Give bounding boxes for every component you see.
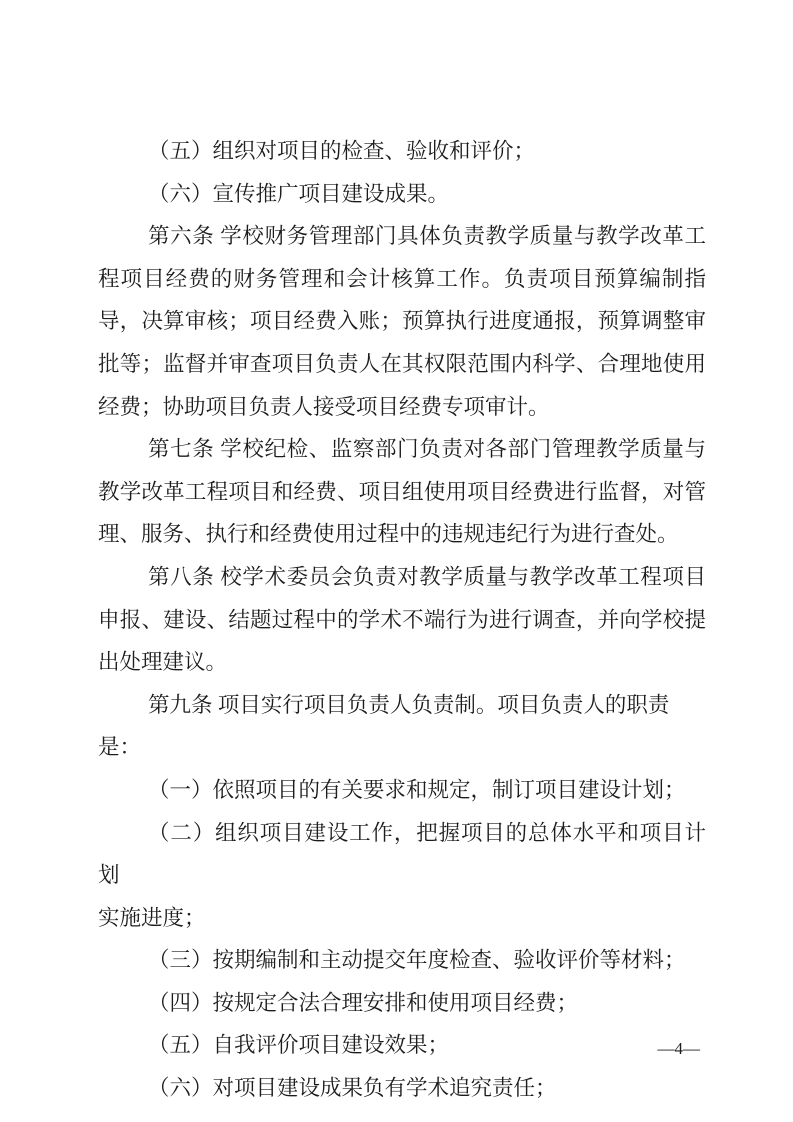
paragraph-item-5 [98,1024,706,1067]
paragraph-article-8 [98,556,706,684]
paragraph-item-4 [98,982,706,1025]
text-line: （五）组织对项目的检查、验收和评价； [148,139,536,163]
text-line: （五）自我评价项目建设效果； [148,1033,450,1058]
paragraph-item-6 [98,1067,706,1110]
text-line: 教学改革工程项目和经费、项目组使用项目经费进行监督，对管 [98,479,706,504]
text-line: （六）宣传推广项目建设成果。 [148,181,450,206]
paragraph-item-6-top [98,173,706,216]
paragraph-item-3 [98,939,706,982]
text-line: 申报、建设、结题过程中的学术不端行为进行调查，并向学校提 [98,607,706,632]
text-line: 程项目经费的财务管理和会计核算工作。负责项目预算编制指 [98,266,706,291]
paragraph-item-5-top [98,130,706,173]
document-body [98,130,706,1110]
text-line: （一）依照项目的有关要求和规定，制订项目建设计划； [148,777,686,802]
paragraph-article-7 [98,428,706,556]
text-line: （四）按规定合法合理安排和使用项目经费； [148,990,579,1015]
text-line: 第六条 学校财务管理部门具体负责教学质量与教学改革工 [148,224,706,249]
text-line: （三）按期编制和主动提交年度检查、验收评价等材料； [148,948,686,973]
text-line: 实施进度； [98,905,206,930]
paragraph-item-2 [98,812,706,940]
text-line: （六）对项目建设成果负有学术追究责任； [148,1076,557,1101]
text-line: 批等；监督并审查项目负责人在其权限范围内科学、合理地使用 [98,351,706,376]
text-line: （二）组织项目建设工作，把握项目的总体水平和项目计划 [98,820,706,888]
paragraph-item-1 [98,769,706,812]
page-number: —4— [657,1039,700,1058]
paragraph-article-9 [98,684,706,769]
text-line: 第八条 校学术委员会负责对教学质量与教学改革工程项目 [148,564,706,589]
paragraph-article-6 [98,215,706,428]
text-line: 经费；协助项目负责人接受项目经费专项审计。 [98,394,550,419]
text-line: 导，决算审核；项目经费入账；预算执行进度通报，预算调整审 [98,309,706,334]
text-line: 第七条 学校纪检、监察部门负责对各部门管理教学质量与 [148,437,706,462]
text-line: 理、服务、执行和经费使用过程中的违规违纪行为进行查处。 [98,522,679,547]
text-line: 出处理建议。 [98,650,228,675]
text-line: 第九条 项目实行项目负责人负责制。项目负责人的职责是： [98,692,670,760]
